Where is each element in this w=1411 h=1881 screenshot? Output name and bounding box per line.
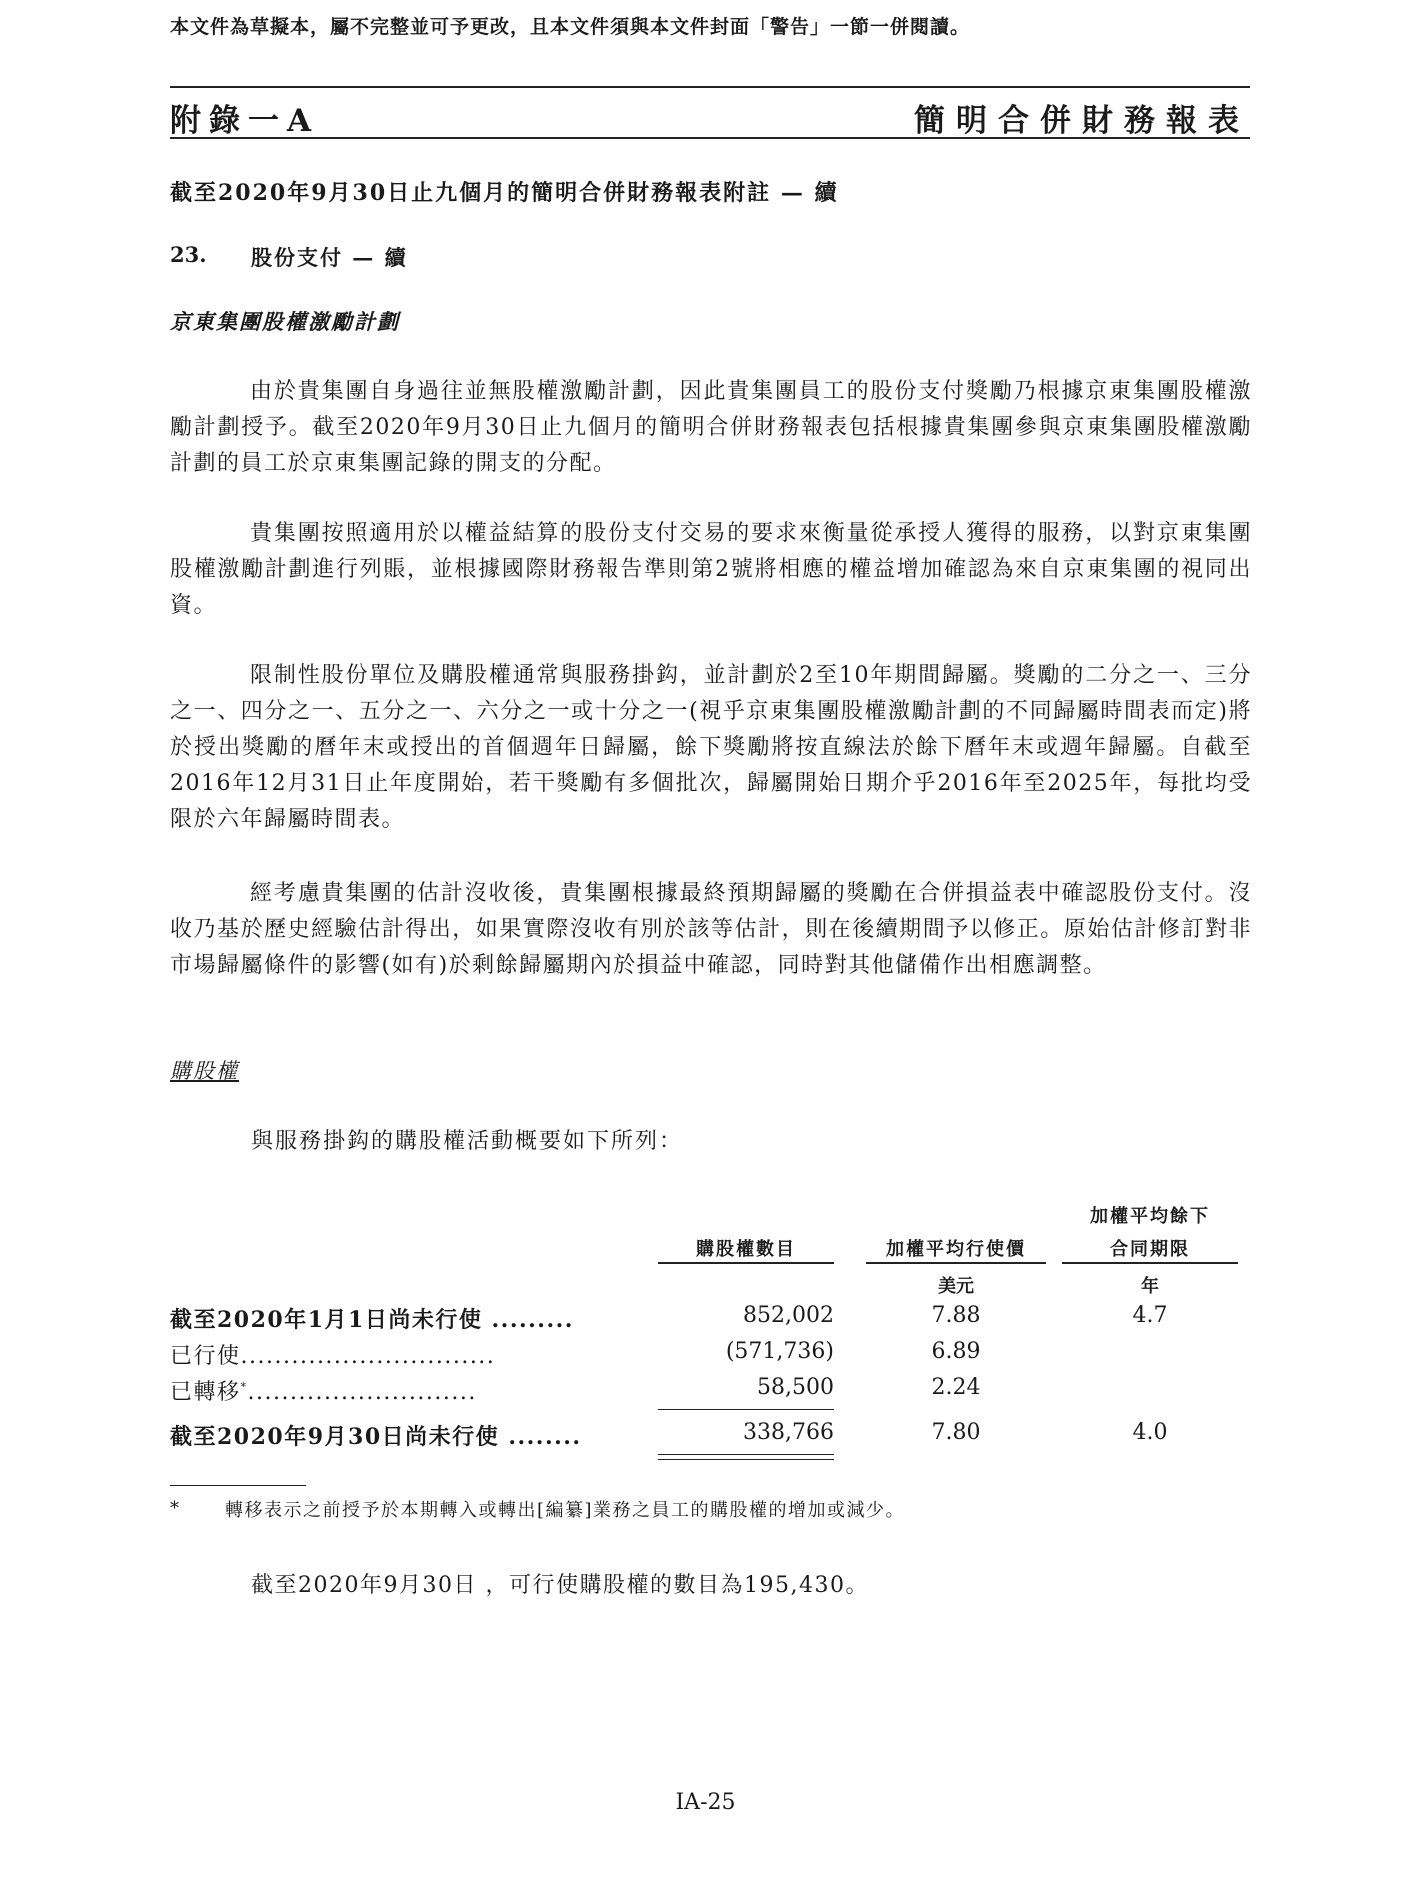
footnote-text: 轉移表示之前授予於本期轉入或轉出[編纂]業務之員工的購股權的增加或減少。: [225, 1500, 906, 1521]
row-label-transferred: [170, 1375, 620, 1406]
footnote-marker: *: [170, 1498, 179, 1519]
row-label-transferred-leader: ...........................: [247, 1380, 477, 1405]
cell-price-exercised: 6.89: [931, 1339, 981, 1364]
draft-warning: 本文件為草擬本，屬不完整並可予更改，且本文件須與本文件封面「警告」一節一併閱讀。: [170, 16, 971, 38]
total-double-rule-top: [658, 1454, 834, 1455]
header-remaining-term-line1: 加權平均餘下: [1090, 1206, 1210, 1227]
sub-heading-incentive-plan: 京東集團股權激勵計劃: [170, 309, 400, 334]
row-label-exercised: 已行使..............................: [170, 1344, 496, 1369]
page-number: IA-25: [675, 1790, 736, 1815]
unit-years: 年: [1141, 1276, 1159, 1297]
footnote-rule: [170, 1485, 306, 1486]
header-rule-col3: [1062, 1262, 1238, 1264]
cell-options-outstanding-jan: 852,002: [743, 1303, 834, 1328]
table-intro: 與服務掛鈎的購股權活動概要如下所列：: [251, 1129, 684, 1154]
header-rule-col2: [866, 1262, 1046, 1264]
unit-usd: 美元: [938, 1276, 974, 1297]
cell-price-outstanding-jan: 7.88: [931, 1303, 981, 1328]
cell-price-transferred: 2.24: [931, 1375, 981, 1400]
cell-term-outstanding-sep: 4.0: [1132, 1420, 1168, 1445]
header-rule-top: [170, 86, 1250, 88]
paragraph-4: 經考慮貴集團的估計沒收後，貴集團根據最終預期歸屬的獎勵在合併損益表中確認股份支付。沒收乃基於歷史經驗估計得出，如果實際沒收有別於該等估計，則在後續期間予以修正。原始估計修訂對非市場歸屬條件的影響(如有)於剩餘歸屬期內於損益中確認，同時對其他儲備作出相應調整。: [170, 881, 1252, 978]
header-rule-bottom: [170, 137, 1250, 139]
cell-options-transferred: 58,500: [757, 1375, 834, 1400]
total-double-rule-bottom: [658, 1459, 834, 1460]
header-remaining-term-line2: 合同期限: [1110, 1239, 1190, 1260]
note-number: 23.: [170, 242, 207, 267]
row-label-outstanding-sep: 截至2020年9月30日尚未行使 ........: [170, 1424, 582, 1450]
header-weighted-avg-price: 加權平均行使價: [886, 1239, 1026, 1260]
cell-term-outstanding-jan: 4.7: [1132, 1303, 1168, 1328]
sub-heading-share-options: 購股權: [170, 1059, 239, 1083]
subtotal-rule: [658, 1409, 834, 1410]
row-label-transferred-text: 已轉移: [170, 1380, 241, 1405]
section-title: 截至2020年9月30日止九個月的簡明合併財務報表附註 — 續: [170, 180, 839, 206]
header-rule-col1: [658, 1262, 834, 1264]
note-title: 股份支付 — 續: [251, 245, 408, 270]
appendix-label: 附錄一A: [170, 103, 320, 139]
cell-price-outstanding-sep: 7.80: [931, 1420, 981, 1445]
row-label-outstanding-jan: 截至2020年1月1日尚未行使 .........: [170, 1307, 574, 1333]
paragraph-2: 貴集團按照適用於以權益結算的股份支付交易的要求來衡量從承授人獲得的服務，以對京東集團股權激勵計劃進行列賬，並根據國際財務報告準則第2號將相應的權益增加確認為來自京東集團的視同出資。: [170, 521, 1252, 618]
closing-statement: 截至2020年9月30日 ，可行使購股權的數目為195,430。: [251, 1573, 869, 1598]
cell-options-exercised: (571,736): [725, 1339, 834, 1364]
paragraph-3: 限制性股份單位及購股權通常與服務掛鈎，並計劃於2至10年期間歸屬。獎勵的二分之一、三分之一、四分之一、五分之一、六分之一或十分之一(視乎京東集團股權激勵計劃的不同歸屬時間表而定)將於授出獎勵的曆年末或授出的首個週年日歸屬，餘下獎勵將按直線法於餘下曆年末或週年歸屬。自截至2016年12月31日止年度開始，若干獎勵有多個批次，歸屬開始日期介乎2016年至2025年，每批均受限於六年歸屬時間表。: [170, 663, 1252, 832]
header-number-of-options: 購股權數目: [696, 1239, 796, 1260]
cell-options-outstanding-sep: 338,766: [743, 1420, 834, 1445]
paragraph-1: 由於貴集團自身過往並無股權激勵計劃，因此貴集團員工的股份支付獎勵乃根據京東集團股權激勵計劃授予。截至2020年9月30日止九個月的簡明合併財務報表包括根據貴集團參與京東集團股權激勵計劃的員工於京東集團記錄的開支的分配。: [170, 379, 1252, 476]
document-section-title: 簡明合併財務報表: [914, 103, 1250, 139]
footnote-reference: *: [240, 1380, 248, 1394]
